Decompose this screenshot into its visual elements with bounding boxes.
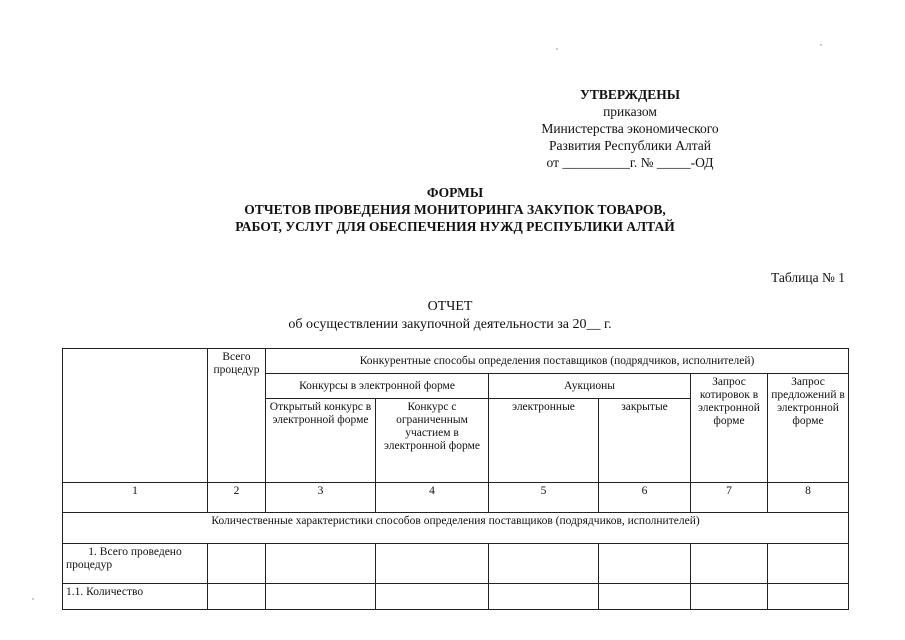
table-cell: [489, 544, 599, 584]
approval-line: Министерства экономического: [541, 121, 719, 136]
approval-block: [520, 86, 740, 171]
header-electronic-auctions: электронные: [489, 399, 599, 483]
table-number: Таблица № 1: [771, 270, 845, 285]
header-limited-contest: Конкурс с ограниченным участием в электронной форме: [376, 399, 489, 483]
scan-speck: [820, 44, 822, 46]
title-line: ОТЧЕТОВ ПРОВЕДЕНИЯ МОНИТОРИНГА ЗАКУПОК ТОВАРОВ,: [244, 202, 666, 217]
column-number: 5: [489, 483, 599, 513]
table-cell: [266, 544, 376, 584]
header-quotation-request: Запрос котировок в электронной форме: [691, 374, 768, 483]
row-label: 1.1. Количество: [63, 584, 208, 610]
table-cell: [768, 544, 849, 584]
header-closed-auctions: закрытые: [599, 399, 691, 483]
header-auctions: Аукционы: [489, 374, 691, 399]
header-open-contest: Открытый конкурс в электронной форме: [266, 399, 376, 483]
column-number: 2: [208, 483, 266, 513]
header-competitive-methods: Конкурентные способы определения поставщиков (подрядчиков, исполнителей): [266, 349, 849, 374]
table-cell: [599, 544, 691, 584]
table-cell: [208, 584, 266, 610]
column-number: 8: [768, 483, 849, 513]
table-cell: [768, 584, 849, 610]
table-cell: [208, 544, 266, 584]
column-number: 1: [63, 483, 208, 513]
report-title: ОТЧЕТ: [427, 299, 473, 314]
header-empty-cell: [63, 349, 208, 483]
report-subtitle: об осуществлении закупочной деятельности за 20__ г.: [288, 317, 612, 332]
row-label: 1. Всего проведено процедур: [63, 544, 208, 584]
table-cell: [266, 584, 376, 610]
approval-line: Развития Республики Алтай: [548, 138, 711, 153]
column-number: 3: [266, 483, 376, 513]
table-cell: [691, 584, 768, 610]
approval-line: от __________г. № _____-ОД: [546, 155, 714, 170]
title-line: РАБОТ, УСЛУГ ДЛЯ ОБЕСПЕЧЕНИЯ НУЖД РЕСПУБЛИКИ АЛТАЙ: [235, 219, 675, 234]
table-cell: [489, 584, 599, 610]
column-number: 4: [376, 483, 489, 513]
title-line: ФОРМЫ: [426, 185, 484, 200]
column-number: 6: [599, 483, 691, 513]
report-table: [62, 348, 849, 610]
scan-speck: [32, 598, 34, 600]
approval-heading: УТВЕРЖДЕНЫ: [579, 87, 681, 102]
approval-line: приказом: [603, 104, 657, 119]
scan-speck: [556, 48, 558, 50]
table-cell: [691, 544, 768, 584]
table-cell: [599, 584, 691, 610]
header-total-procedures: Всего процедур: [208, 349, 266, 483]
section-header: Количественные характеристики способов определения поставщиков (подрядчиков, исполнителей): [63, 513, 849, 544]
report-heading: [200, 298, 700, 334]
document-title: [150, 184, 760, 235]
header-proposal-request: Запрос предложений в электронной форме: [768, 374, 849, 483]
table-cell: [376, 544, 489, 584]
table-cell: [376, 584, 489, 610]
header-electronic-contests: Конкурсы в электронной форме: [266, 374, 489, 399]
column-number: 7: [691, 483, 768, 513]
